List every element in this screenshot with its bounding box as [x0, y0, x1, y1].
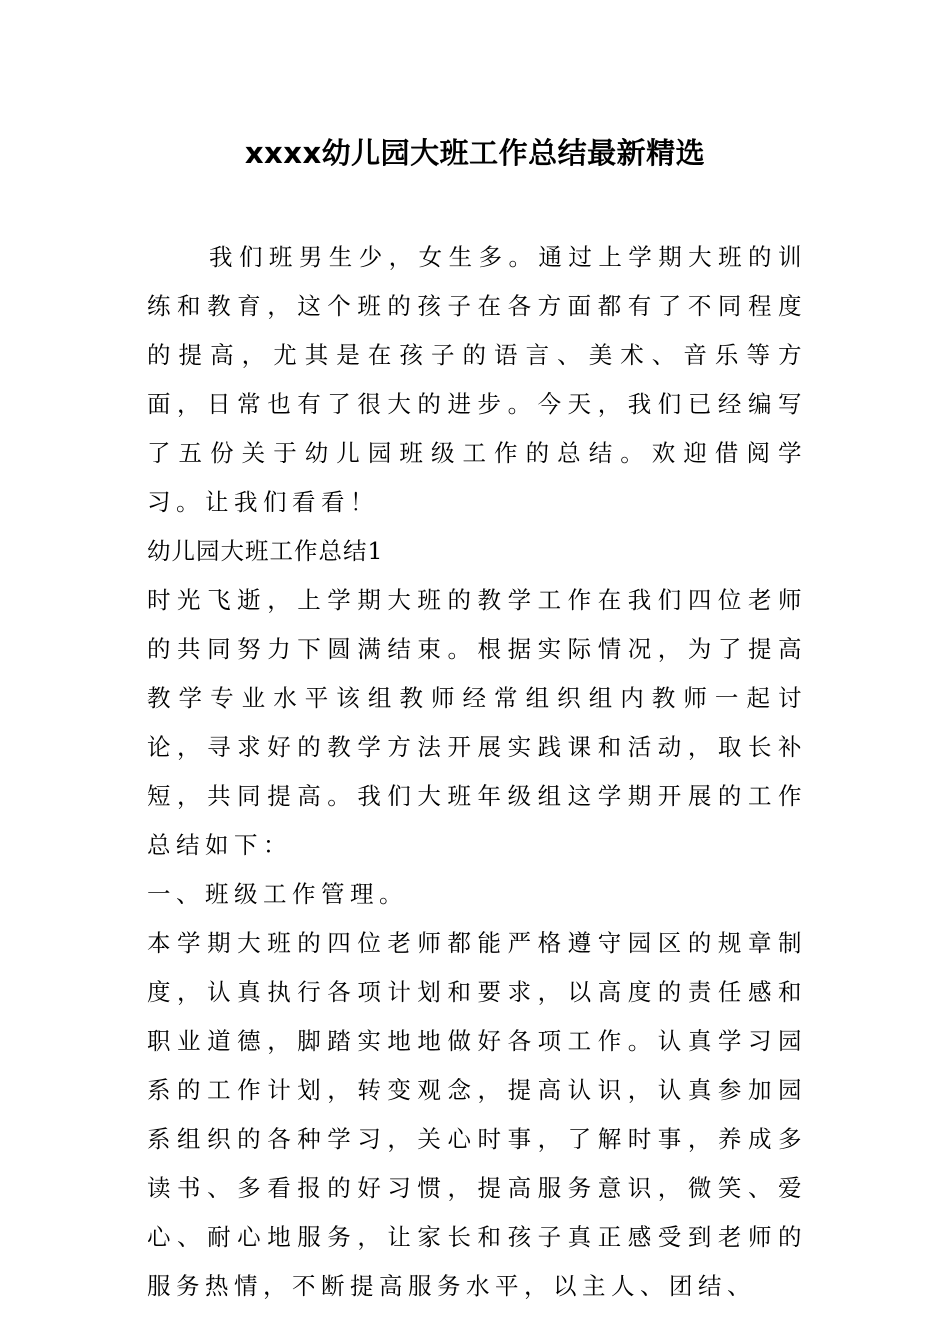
- intro-paragraph: 我们班男生少，女生多。通过上学期大班的训练和教育，这个班的孩子在各方面都有了不同程度的提高，尤其是在孩子的语言、美术、音乐等方面，日常也有了很大的进步。今天，我们已经编写了五份关于幼儿园班级工作的总结。欢迎借阅学习。让我们看看！: [147, 243, 807, 516]
- section-heading: 幼儿园大班工作总结1: [147, 537, 384, 565]
- document-title: xxxx幼儿园大班工作总结最新精选: [244, 136, 706, 170]
- body-paragraph: 本学期大班的四位老师都能严格遵守园区的规章制度，认真执行各项计划和要求，以高度的责任感和职业道德，脚踏实地地做好各项工作。认真学习园系的工作计划，转变观念，提高认识，认真参加园系组织的各种学习，关心时事，了解时事，养成多读书、多看报的好习惯，提高服务意识，微笑、爱心、耐心地服务，让家长和孩子真正感受到老师的服务热情，不断提高服务水平，以主人、团结、: [147, 929, 807, 1300]
- body-paragraph: 时光飞逝，上学期大班的教学工作在我们四位老师的共同努力下圆满结束。根据实际情况，为了提高教学专业水平该组教师经常组织组内教师一起讨论，寻求好的教学方法开展实践课和活动，取长补短，共同提高。我们大班年级组这学期开展的工作总结如下：: [147, 586, 807, 859]
- subheading: 一、班级工作管理。: [147, 880, 408, 908]
- document-body: [147, 233, 807, 1311]
